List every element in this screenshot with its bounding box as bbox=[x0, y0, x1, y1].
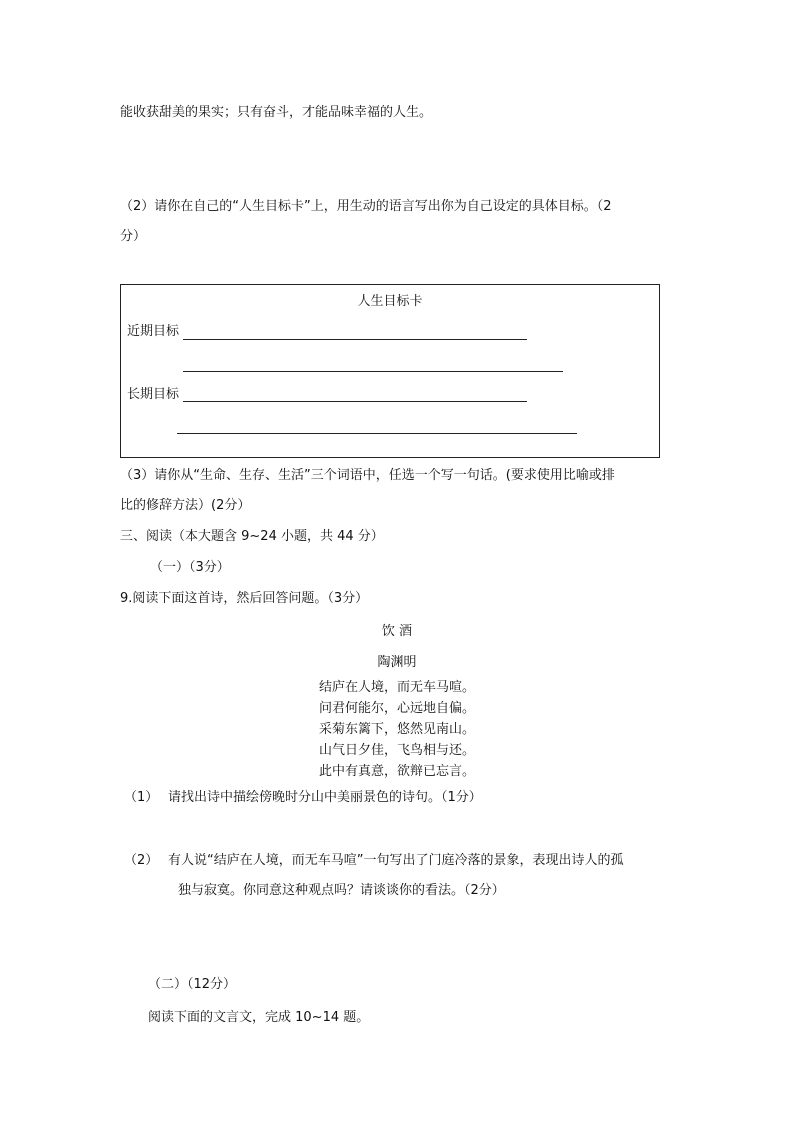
paragraph-continuation: 能收获甜美的果实；只有奋斗，才能品味幸福的人生。 bbox=[120, 105, 433, 120]
poem-author: 陶渊明 bbox=[377, 655, 417, 670]
poem-line: 采菊东篱下，悠然见南山。 bbox=[318, 722, 475, 737]
question-9-prompt: 9.阅读下面这首诗，然后回答问题。（3分） bbox=[120, 591, 369, 606]
poem-line: 结庐在人境，而无车马喧。 bbox=[318, 680, 475, 695]
section-3-heading: 三、阅读（本大题含 9~24 小题，共 44 分） bbox=[120, 529, 384, 544]
long-term-goal-line-1[interactable] bbox=[183, 401, 527, 402]
poem-title: 饮 酒 bbox=[381, 624, 413, 639]
question-3-prompt: （3）请你从“生命、生存、生活”三个词语中，任选一个写一句话。(要求使用比喻或排 bbox=[120, 468, 615, 483]
short-term-goal-line-1[interactable] bbox=[183, 339, 527, 340]
sub-question-2-text-cont: 独与寂寞。你同意这种观点吗？请谈谈你的看法。（2分） bbox=[178, 883, 505, 898]
part-2-instruction: 阅读下面的文言文，完成 10~14 题。 bbox=[148, 1010, 370, 1025]
goal-card-title: 人生目标卡 bbox=[357, 294, 423, 309]
question-2-prompt-cont: 分） bbox=[120, 229, 147, 244]
part-2-heading: （二）（12分） bbox=[148, 977, 237, 992]
long-term-goal-line-2[interactable] bbox=[177, 433, 577, 434]
sub-question-1-text: 请找出诗中描绘傍晚时分山中美丽景色的诗句。（1分） bbox=[168, 790, 482, 805]
question-3-prompt-cont: 比的修辞方法）(2分） bbox=[120, 498, 251, 513]
question-2-prompt: （2）请你在自己的“人生目标卡”上，用生动的语言写出你为自己设定的具体目标。（2 bbox=[120, 199, 612, 214]
short-term-goal-line-2[interactable] bbox=[183, 371, 563, 372]
poem-line: 山气日夕佳，飞鸟相与还。 bbox=[318, 743, 475, 758]
long-term-goal-label: 长期目标 bbox=[127, 387, 180, 402]
poem-line: 此中有真意，欲辩已忘言。 bbox=[318, 764, 475, 779]
sub-question-2-text: 有人说“结庐在人境，而无车马喧”一句写出了门庭冷落的景象，表现出诗人的孤 bbox=[168, 853, 624, 868]
short-term-goal-label: 近期目标 bbox=[127, 324, 180, 339]
goal-card bbox=[120, 284, 660, 458]
sub-question-2-number: （2） bbox=[124, 853, 159, 868]
sub-question-1-number: （1） bbox=[124, 790, 159, 805]
part-1-heading: （一）（3分） bbox=[150, 560, 230, 575]
poem-line: 问君何能尔，心远地自偏。 bbox=[318, 701, 475, 716]
